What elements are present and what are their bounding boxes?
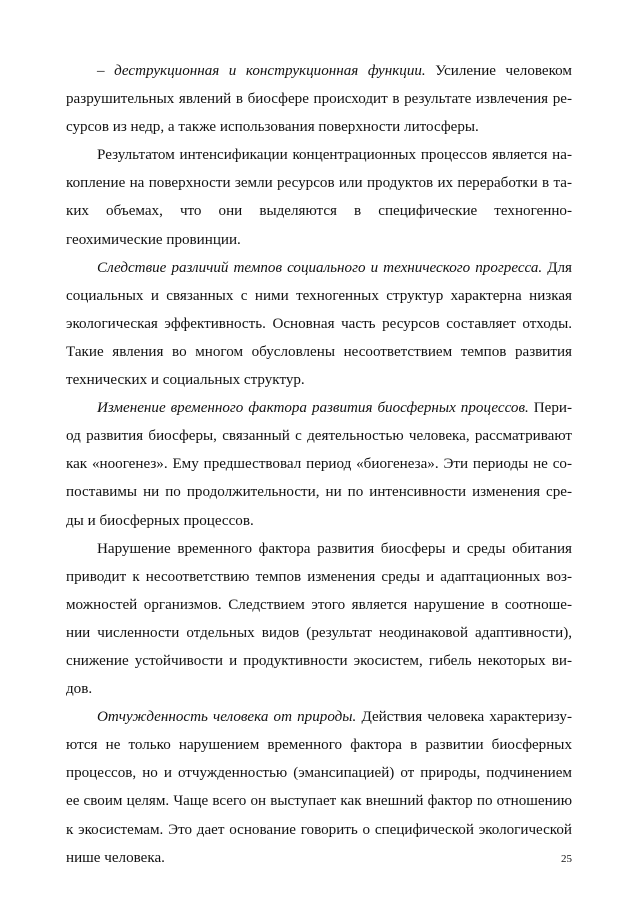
text-line bbox=[66, 619, 572, 647]
text-line bbox=[66, 169, 572, 197]
text-line bbox=[66, 338, 572, 366]
text-line bbox=[66, 57, 572, 85]
text-segment: процессов, но и отчужденностью (эмансипацией) от природы, подчинением bbox=[66, 765, 572, 782]
text-line bbox=[66, 254, 572, 282]
text-segment: технических и социальных структур. bbox=[66, 372, 305, 389]
italic-heading: Отчужденность человека от природы. bbox=[97, 709, 357, 726]
text-line bbox=[66, 787, 572, 815]
text-line bbox=[66, 226, 572, 254]
text-segment: ды и биосферных процессов. bbox=[66, 512, 254, 529]
text-segment: дов. bbox=[66, 681, 93, 698]
text-segment: нии численности отдельных видов (результат неодинаковой адаптивности), bbox=[66, 624, 572, 641]
page-number: 25 bbox=[561, 853, 572, 865]
text-line bbox=[66, 141, 572, 169]
text-segment: ются не только нарушением временного фактора в развитии биосферных bbox=[66, 737, 572, 754]
text-segment: социальных и связанных с ними техногенных структур характерна низкая bbox=[66, 287, 572, 304]
text-segment: ких объемах, что они выделяются в специфические техногенно- bbox=[66, 203, 572, 220]
text-line bbox=[66, 647, 572, 675]
text-line bbox=[66, 282, 572, 310]
text-line bbox=[66, 844, 572, 872]
text-line bbox=[66, 675, 572, 703]
text-segment: Результатом интенсификации концентрационных процессов является на- bbox=[97, 147, 572, 164]
italic-heading: – деструкционная и конструкционная функции. bbox=[97, 63, 426, 79]
text-segment: экологическая эффективность. Основная часть ресурсов составляет отходы. bbox=[66, 315, 572, 332]
text-segment: Такие явления во многом обусловлены несоответствием темпов развития bbox=[66, 343, 572, 360]
text-line bbox=[66, 310, 572, 338]
text-line bbox=[66, 478, 572, 506]
text-line bbox=[66, 759, 572, 787]
italic-heading: Изменение временного фактора развития биосферных процессов. bbox=[97, 400, 529, 417]
text-segment: Пери- bbox=[528, 400, 573, 417]
text-segment: как «ноогенез». Ему предшествовал период «биогенеза». Эти периоды не со- bbox=[66, 456, 572, 473]
text-segment: Нарушение временного фактора развития биосферы и среды обитания bbox=[97, 540, 572, 557]
text-line bbox=[66, 591, 572, 619]
text-segment: копление на поверхности земли ресурсов или продуктов их переработки в та- bbox=[66, 175, 572, 192]
text-line bbox=[66, 507, 572, 535]
text-segment: разрушительных явлений в биосфере происходит в результате извлечения ре- bbox=[66, 91, 572, 108]
text-line bbox=[66, 703, 572, 731]
text-segment: Действия человека характеризу- bbox=[356, 709, 572, 726]
text-line bbox=[66, 85, 572, 113]
text-line bbox=[66, 816, 572, 844]
text-line bbox=[66, 197, 572, 225]
text-line bbox=[66, 450, 572, 478]
italic-heading: Следствие различий темпов социального и технического прогресса. bbox=[97, 259, 543, 276]
text-line bbox=[66, 366, 572, 394]
text-line bbox=[66, 113, 572, 141]
text-segment: нише человека. bbox=[66, 849, 165, 866]
text-segment: можностей организмов. Следствием этого является нарушение в соотноше- bbox=[66, 596, 572, 613]
text-segment: Усиление человеком bbox=[425, 63, 572, 79]
text-segment: Для bbox=[542, 259, 572, 276]
text-segment: геохимические провинции. bbox=[66, 231, 241, 248]
body-text bbox=[66, 57, 572, 872]
text-line bbox=[66, 394, 572, 422]
text-line bbox=[66, 563, 572, 591]
text-segment: од развития биосферы, связанный с деятельностью человека, рассматривают bbox=[66, 428, 572, 445]
text-segment: сурсов из недр, а также использования поверхности литосферы. bbox=[66, 119, 479, 136]
text-segment: приводит к несоответствию темпов изменения среды и адаптационных воз- bbox=[66, 568, 572, 585]
text-segment: к экосистемам. Это дает основание говорить о специфической экологической bbox=[66, 821, 572, 838]
text-segment: ее своим целям. Чаще всего он выступает как внешний фактор по отношению bbox=[66, 793, 572, 810]
text-segment: снижение устойчивости и продуктивности экосистем, гибель некоторых ви- bbox=[66, 652, 572, 669]
text-segment: поставимы ни по продолжительности, ни по интенсивности изменения сре- bbox=[66, 484, 572, 501]
text-line bbox=[66, 535, 572, 563]
text-line bbox=[66, 422, 572, 450]
text-line bbox=[66, 731, 572, 759]
